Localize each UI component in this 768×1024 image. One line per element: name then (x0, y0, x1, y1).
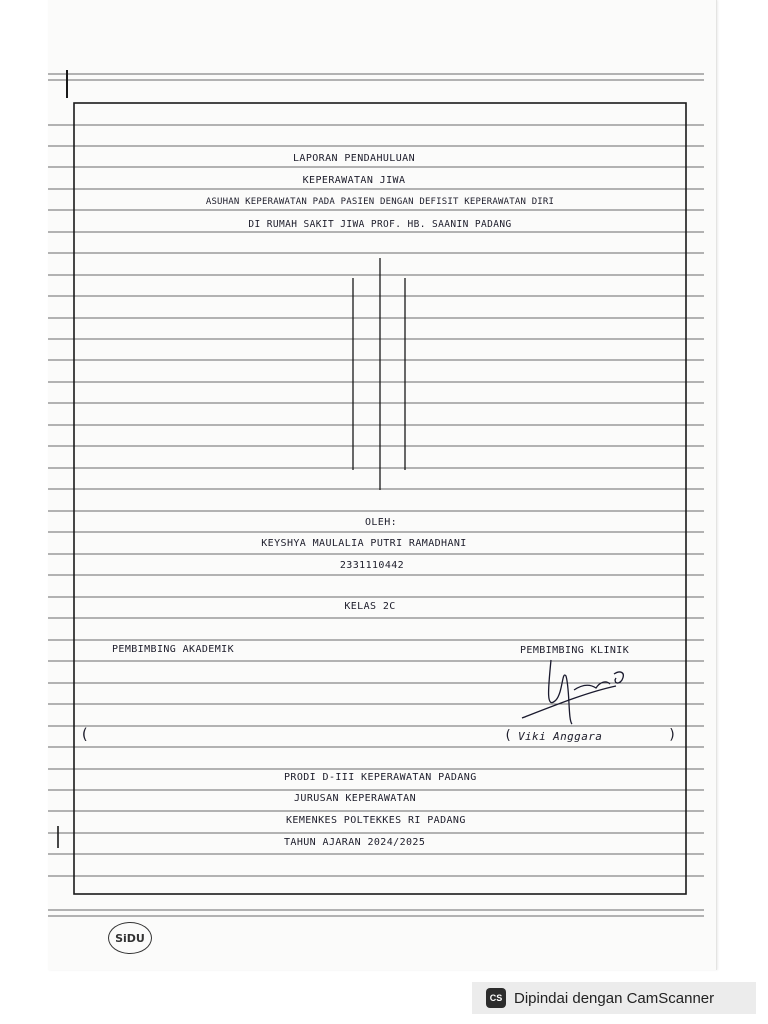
title-line-4: DI RUMAH SAKIT JIWA PROF. HB. SAANIN PADANG (248, 219, 512, 230)
oleh-label: OLEH: (364, 517, 398, 528)
clinic-bracket-close: ) (668, 727, 677, 743)
student-name: KEYSHYA MAULALIA PUTRI RAMADHANI (261, 538, 467, 549)
advisor-academic-label: PEMBIMBING AKADEMIK (112, 644, 234, 655)
title-line-1: LAPORAN PENDAHULUAN (293, 153, 415, 164)
footer-line-1: PRODI D-III KEPERAWATAN PADANG (284, 772, 477, 783)
class-label: KELAS 2C (344, 601, 396, 612)
clinic-signature (522, 660, 623, 724)
camscanner-label: Dipindai dengan CamScanner (514, 989, 715, 1007)
notebook-logo: SiDU (108, 922, 152, 954)
footer-line-4: TAHUN AJARAN 2024/2025 (284, 837, 426, 848)
footer-line-3: KEMENKES POLTEKKES RI PADANG (286, 815, 466, 826)
camscanner-icon: CS (486, 988, 506, 1008)
student-id: 2331110442 (339, 560, 405, 571)
clinic-bracket-open: ( (504, 728, 513, 743)
title-line-2: KEPERAWATAN JIWA (302, 175, 406, 186)
title-line-3: ASUHAN KEPERAWATAN PADA PASIEN DENGAN DEFISIT KEPERAWATAN DIRI (205, 197, 555, 207)
notebook-page (48, 0, 717, 970)
academic-bracket-open: ( (80, 725, 90, 743)
camscanner-badge (472, 982, 756, 1014)
clinic-advisor-name: Viki Anggara (518, 730, 603, 743)
footer-line-2: JURUSAN KEPERAWATAN (294, 793, 416, 804)
decorative-bars (353, 258, 405, 490)
advisor-clinic-label: PEMBIMBING KLINIK (520, 645, 630, 656)
